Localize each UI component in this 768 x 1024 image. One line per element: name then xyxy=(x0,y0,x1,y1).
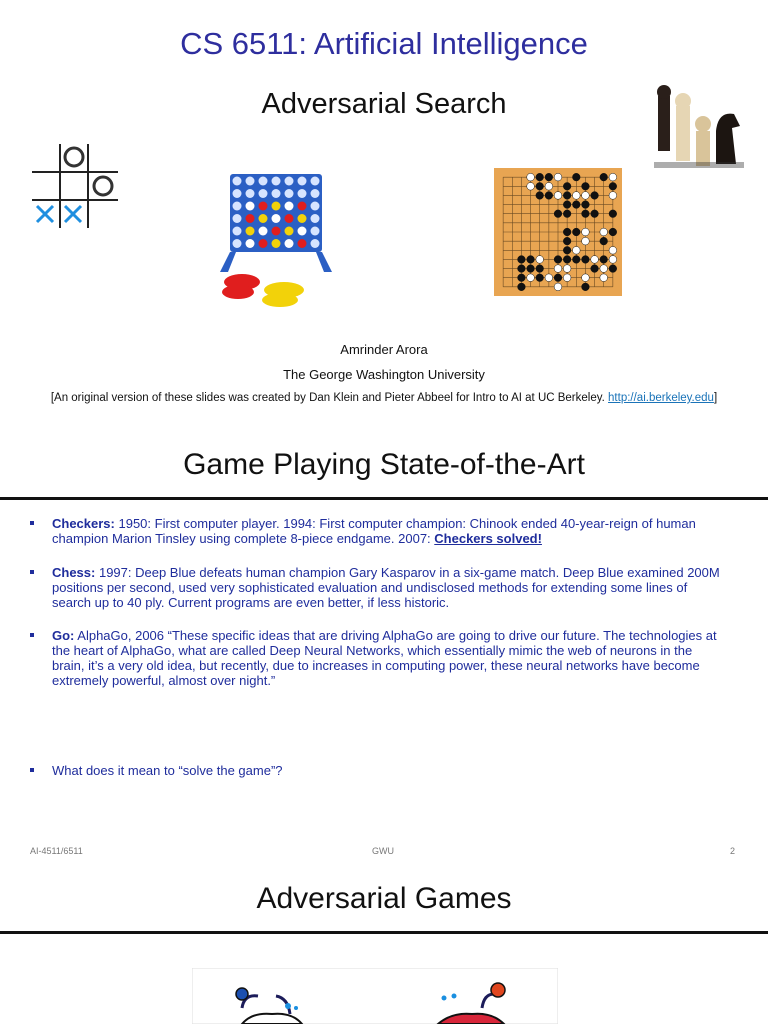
go-stone xyxy=(536,173,544,181)
go-stone xyxy=(518,283,526,291)
bullet-head: Checkers: xyxy=(52,516,115,531)
connect-four-hole xyxy=(298,202,307,211)
go-board-image xyxy=(494,168,622,296)
berkeley-link[interactable]: http://ai.berkeley.edu xyxy=(608,392,714,404)
bullet-text: 1997: Deep Blue defeats human champion Gary Kasparov in a six-game match. Deep Blue examined 200M positions per second, used very sophisticated evaluation and undisclosed methods for extending some lines of search up to 40 ply. Current programs are even better, if less historic. xyxy=(52,565,720,610)
connect-four-hole xyxy=(311,227,320,236)
go-stone xyxy=(609,210,617,218)
bullet-head: Chess: xyxy=(52,565,96,580)
go-stone xyxy=(554,283,562,291)
go-stone xyxy=(609,256,617,264)
connect-four-hole xyxy=(272,214,281,223)
connect-four-hole xyxy=(285,177,294,186)
slide3-title: Adversarial Games xyxy=(256,882,512,915)
connect-four-hole xyxy=(285,202,294,211)
go-stone xyxy=(545,274,553,282)
connect-four-hole xyxy=(259,214,268,223)
connect-four-hole xyxy=(311,177,320,186)
go-stone xyxy=(582,210,590,218)
go-stone xyxy=(536,256,544,264)
go-stone xyxy=(536,192,544,200)
go-stone xyxy=(582,201,590,209)
go-stone xyxy=(554,192,562,200)
footer-course: AI-4511/6511 xyxy=(30,846,83,856)
connect-four-hole xyxy=(259,177,268,186)
connect-four-hole xyxy=(311,202,320,211)
go-stone xyxy=(536,265,544,273)
slide2-title-rule xyxy=(0,497,768,500)
go-stone xyxy=(554,210,562,218)
go-stone xyxy=(545,173,553,181)
chess-pieces-image xyxy=(648,76,748,176)
bullet-text: 1950: First computer player. 1994: First computer champion: Chinook ended 40-year-reign of human champion Marion Tinsley using complete 8-piece endgame. 2007: xyxy=(52,516,696,546)
connect-four-hole xyxy=(298,239,307,248)
connect-four-hole xyxy=(285,227,294,236)
go-stone xyxy=(518,256,526,264)
pacman-ghosts-image xyxy=(192,968,558,1024)
connect-four-hole xyxy=(246,214,255,223)
connect-four-hole xyxy=(285,214,294,223)
go-stone xyxy=(582,228,590,236)
go-stone xyxy=(518,265,526,273)
go-stone xyxy=(609,265,617,273)
bullet-go xyxy=(30,628,720,688)
go-stone xyxy=(563,246,571,254)
go-stone xyxy=(600,256,608,264)
go-stone xyxy=(572,192,580,200)
go-stone xyxy=(518,274,526,282)
connect-four-hole xyxy=(285,239,294,248)
go-stone xyxy=(527,274,535,282)
bullet-solve-question xyxy=(30,763,720,778)
go-stone xyxy=(563,192,571,200)
go-stone xyxy=(572,246,580,254)
connect-four-hole xyxy=(246,189,255,198)
go-stone xyxy=(572,228,580,236)
go-stone xyxy=(554,256,562,264)
slide2-title: Game Playing State-of-the-Art xyxy=(183,448,585,481)
go-stone xyxy=(554,173,562,181)
connect-four-hole xyxy=(311,189,320,198)
checkers-solved-emph: Checkers solved! xyxy=(434,531,542,546)
bullet-text: What does it mean to “solve the game”? xyxy=(52,763,283,778)
bullet-text: AlphaGo, 2006 “These specific ideas that are driving AlphaGo are going to drive our future. The technologies at the heart of AlphaGo, what are called Deep Neural Networks, which essentially mimic the web of neurons in the brain, it’s a very old idea, but recently, due to increases in computing power, these neural networks have become extremely powerful, almost over night.” xyxy=(52,628,717,688)
slide-subtitle: Adversarial Search xyxy=(261,88,507,120)
connect-four-hole xyxy=(259,189,268,198)
author-name: Amrinder Arora xyxy=(340,342,428,357)
go-stone xyxy=(600,228,608,236)
go-stone xyxy=(545,182,553,190)
go-stone xyxy=(563,237,571,245)
connect-four-hole xyxy=(233,202,242,211)
go-stone xyxy=(582,237,590,245)
go-stone xyxy=(609,228,617,236)
go-stone xyxy=(563,210,571,218)
go-stone xyxy=(527,182,535,190)
connect-four-hole xyxy=(298,214,307,223)
go-stone xyxy=(527,256,535,264)
go-stone xyxy=(582,256,590,264)
go-stone xyxy=(563,265,571,273)
connect-four-hole xyxy=(233,189,242,198)
go-stone xyxy=(591,192,599,200)
go-stone xyxy=(591,256,599,264)
connect-four-hole xyxy=(285,189,294,198)
connect-four-hole xyxy=(246,227,255,236)
go-stone xyxy=(563,182,571,190)
connect-four-hole xyxy=(246,239,255,248)
credit-line xyxy=(0,392,768,404)
connect-four-hole xyxy=(298,177,307,186)
connect-four-hole xyxy=(311,214,320,223)
go-stone xyxy=(527,265,535,273)
connect-four-hole xyxy=(233,214,242,223)
go-stone xyxy=(582,274,590,282)
connect-four-hole xyxy=(272,239,281,248)
connect-four-hole xyxy=(272,202,281,211)
connect-four-hole xyxy=(246,202,255,211)
go-stone xyxy=(527,173,535,181)
connect-four-hole xyxy=(259,239,268,248)
go-stone xyxy=(609,246,617,254)
connect-four-hole xyxy=(272,177,281,186)
connect-four-hole xyxy=(259,227,268,236)
connect-four-hole xyxy=(259,202,268,211)
connect-four-hole xyxy=(233,239,242,248)
go-stone xyxy=(600,265,608,273)
bullet-head: Go: xyxy=(52,628,75,643)
go-stone xyxy=(563,256,571,264)
go-stone xyxy=(609,182,617,190)
go-stone xyxy=(572,256,580,264)
go-stone xyxy=(582,182,590,190)
go-stone xyxy=(582,283,590,291)
university-name: The George Washington University xyxy=(283,367,485,382)
go-stone xyxy=(563,274,571,282)
go-stone xyxy=(545,192,553,200)
slide3-title-rule xyxy=(0,931,768,934)
go-stone xyxy=(600,237,608,245)
footer-page-number: 2 xyxy=(730,846,736,856)
course-title: CS 6511: Artificial Intelligence xyxy=(180,26,588,61)
go-stone xyxy=(582,192,590,200)
go-stone xyxy=(572,173,580,181)
go-stone xyxy=(600,173,608,181)
footer-org: GWU xyxy=(372,846,394,856)
go-stone xyxy=(600,274,608,282)
go-stone xyxy=(591,210,599,218)
go-stone xyxy=(536,274,544,282)
go-stone xyxy=(563,228,571,236)
credit-prefix: [An original version of these slides was created by Dan Klein and Pieter Abbeel for Intro to AI at UC Berkeley. xyxy=(50,392,609,404)
connect-four-hole xyxy=(272,189,281,198)
go-stone xyxy=(536,182,544,190)
connect-four-hole xyxy=(311,239,320,248)
go-stone xyxy=(563,201,571,209)
connect-four-hole xyxy=(233,227,242,236)
bullet-checkers xyxy=(30,516,720,546)
tic-tac-toe-image xyxy=(30,142,120,232)
credit-suffix: ] xyxy=(713,392,718,404)
go-stone xyxy=(609,173,617,181)
go-stone xyxy=(554,265,562,273)
connect-four-hole xyxy=(246,177,255,186)
connect-four-hole xyxy=(272,227,281,236)
go-stone xyxy=(609,192,617,200)
go-stone xyxy=(554,274,562,282)
connect-four-hole xyxy=(233,177,242,186)
go-stone xyxy=(572,201,580,209)
connect-four-image xyxy=(202,170,346,312)
go-stone xyxy=(591,265,599,273)
bullet-chess xyxy=(30,565,720,610)
connect-four-hole xyxy=(298,189,307,198)
connect-four-hole xyxy=(298,227,307,236)
